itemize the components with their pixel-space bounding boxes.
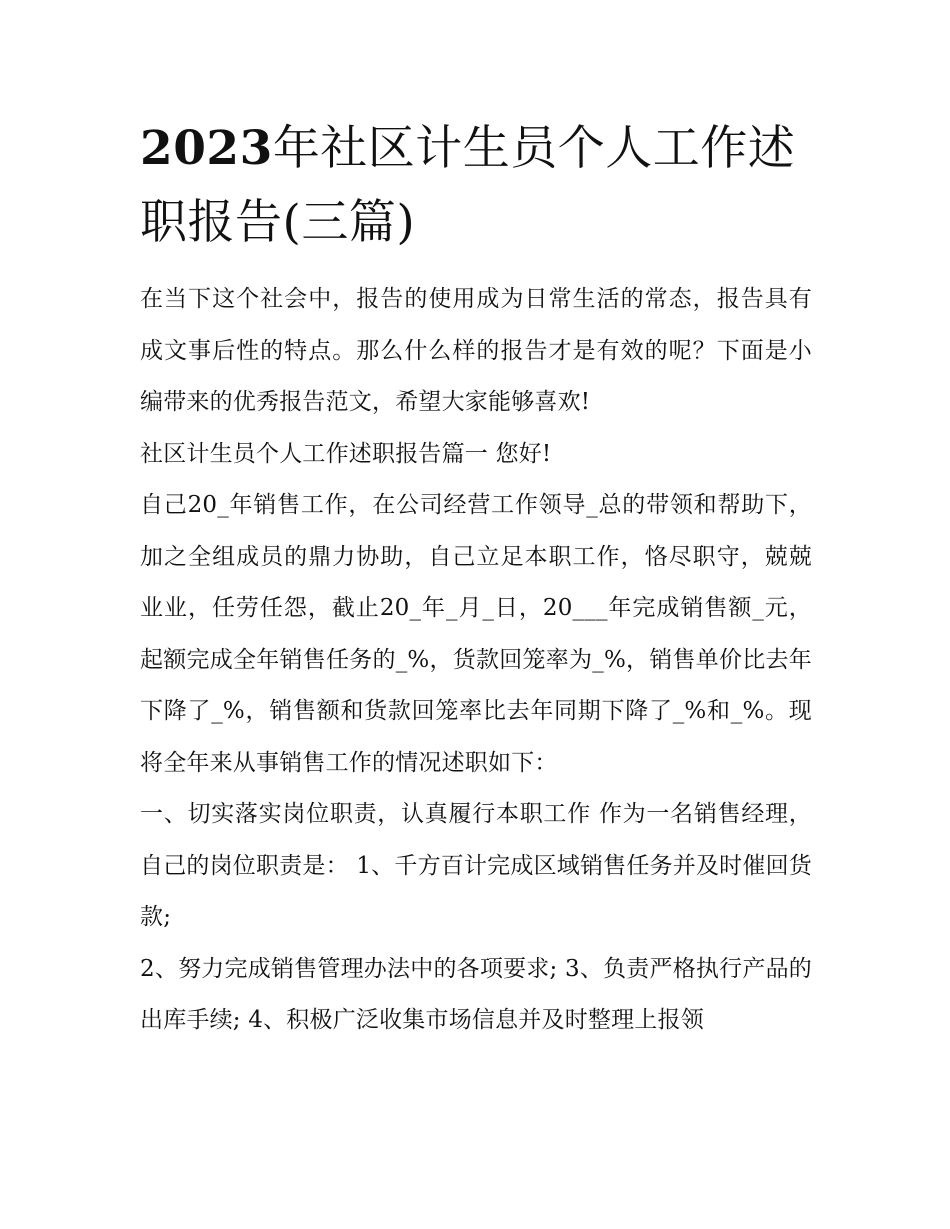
paragraph-sales-summary: 自己20_年销售工作，在公司经营工作领导_总的带领和帮助下，加之全组成员的鼎力协助，自己立足本职工作，恪尽职守，兢兢业业，任劳任怨，截止20_年_月_日，20___年完成销售额_元，起额完成全年销售任务的_%，货款回笼率为_%，销售单价比去年下降了_%，销售额和货款回笼率比去年同期下降了_%和_%。现将全年来从事销售工作的情况述职如下： xyxy=(140,492,812,776)
document-title xyxy=(140,112,812,260)
title-year: 2023 xyxy=(140,121,273,176)
document-body xyxy=(140,112,812,1047)
paragraph-intro: 在当下这个社会中，报告的使用成为日常生活的常态，报告具有成文事后性的特点。那么什么样的报告才是有效的呢？下面是小编带来的优秀报告范文，希望大家能够喜欢! xyxy=(140,286,812,415)
paragraph-duties-2: 2、努力完成销售管理办法中的各项要求; 3、负责严格执行产品的出库手续; 4、积极广泛收集市场信息并及时整理上报领 xyxy=(140,955,812,1033)
paragraph-section-heading: 社区计生员个人工作述职报告篇一 您好! xyxy=(140,440,552,467)
paragraph-duties-1: 一、切实落实岗位职责，认真履行本职工作 作为一名销售经理，自己的岗位职责是： 1、千方百计完成区域销售任务并及时催回货款; xyxy=(140,801,812,930)
title-text: 年社区计生员个人工作述职报告(三篇) xyxy=(140,121,796,250)
